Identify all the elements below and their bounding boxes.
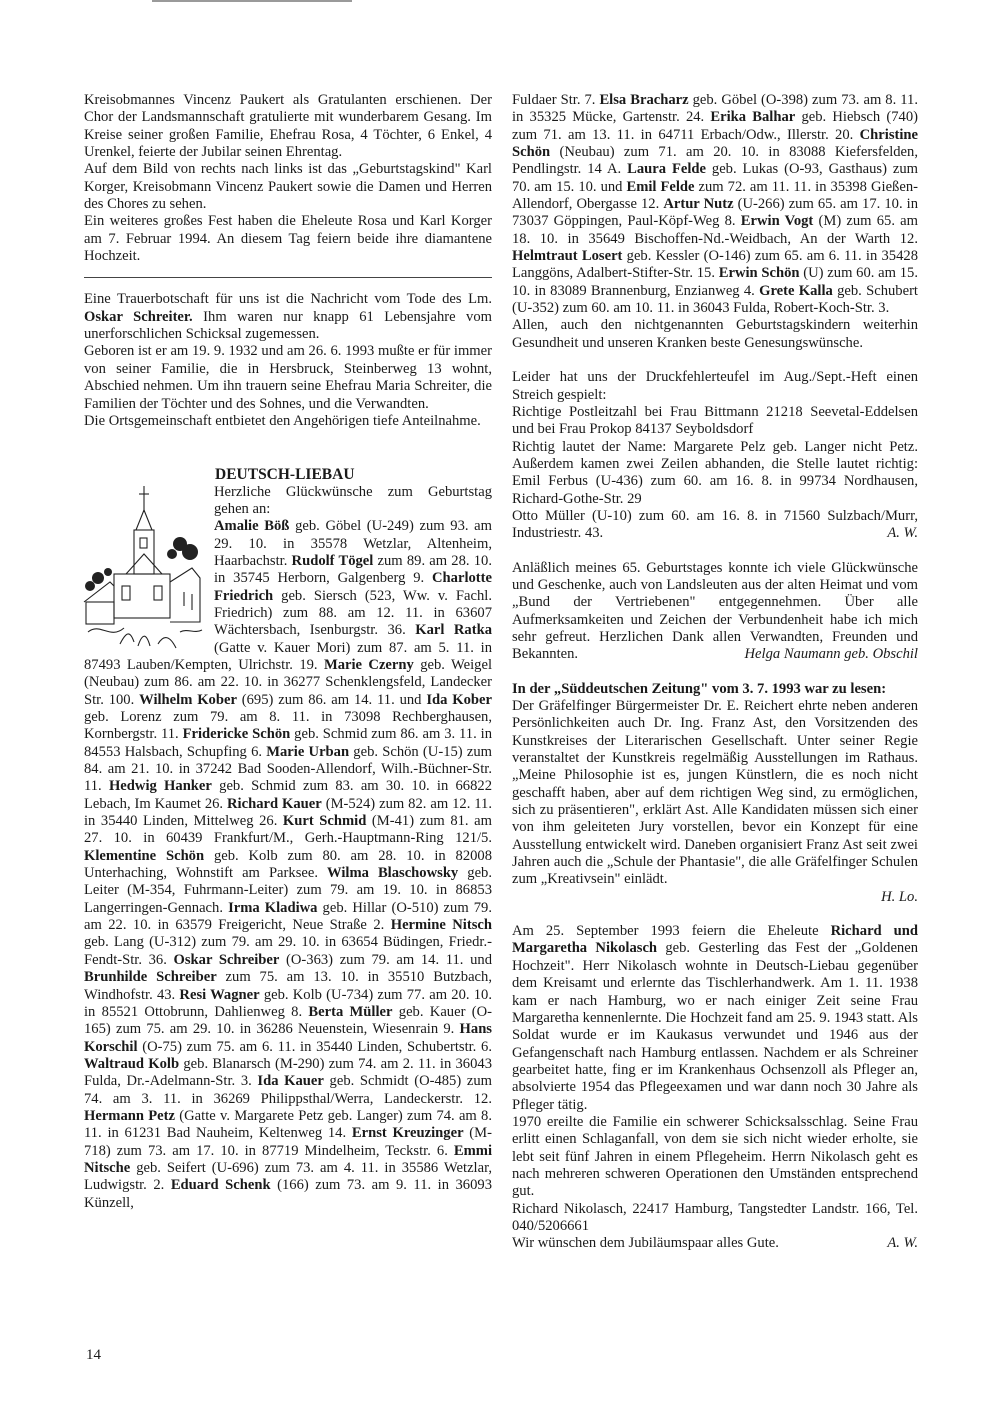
obituary-paragraph-1: [84, 291, 492, 343]
korger-paragraph-2: Auf dem Bild von rechts nach links ist das „Geburtstagskind" Karl Korger, Kreisobmann Vincenz Paukert sowie die Damen und Herren des Chores zu sehen.: [84, 161, 492, 213]
birthday-name: Amalie Böß: [214, 518, 290, 535]
thanks-paragraph: [512, 560, 918, 664]
birthday-details: (O-75) zum 75. am 6. 11. in 35440 Linden, Schubertstr. 6.: [137, 1038, 492, 1055]
birthday-details: geb. Schön (U-15) zum 84. am 21. 10. in 37242 Bad Sooden-Allendorf, Wilh.-Büchner-Str. 11.: [84, 743, 492, 795]
birthday-details: geb. Schmidt (O-485) zum 74. am 3. 11. in 36269 Philippsthal/Werra, Landeckerstr. 12.: [84, 1073, 492, 1107]
birthday-wishes: Allen, auch den nichtgenannten Geburtstagskindern weiterhin Gesundheit und unseren Kranken beste Genesungswünsche.: [512, 317, 918, 351]
wedding-closing: [512, 1235, 918, 1252]
birthday-name: Ida Kober: [426, 691, 492, 708]
birthday-name: Waltraud Kolb: [84, 1055, 180, 1072]
page-number: 14: [86, 1347, 101, 1363]
birthday-name: Marie Urban: [266, 743, 350, 760]
korger-paragraph-1: Kreisobmannes Vincenz Paukert als Gratulanten erschienen. Der Chor der Landsmannschaft gratulierte mit wunderbarem Gesang. Im Kreise seiner großen Familie, Ehefrau Rosa, 4 Töchter, 6 Enkel, 4 Urenkel, feierte der Jubilar seinen Ehrentag.: [84, 92, 492, 161]
birthday-name: Helmtraut Losert: [512, 248, 623, 265]
birthday-name: Ida Kauer: [257, 1073, 324, 1090]
sz-text: Der Gräfelfinger Bürgermeister Dr. E. Reichert ehrte neben anderen Persönlichkeiten auch Dr. Ing. Franz Ast, den Vorsitzenden des Kunstkreises der Literarischen Gesellschaft. Unter seiner Regie veranstaltet der Kunstkreis regelmäßig Ausstellungen im Rathaus. „Meine Philosophie ist es, jungen Künstlern, die es noch nicht geschafft haben, aber auf dem richtigen Weg sind, zu ermöglichen, sich zu präsentieren", erklärt Ast. Alle Kandidaten müssen sich einer von ihm geleiteten Jury vorstellen, bevor ein Konzept für eine Ausstellung entwickelt wird. Daneben organisiert Franz Ast seit zwei Jahren auch die „Schule der Phantasie", die alle Gräfelfinger Schulen zum „Kreativsein" einlädt.: [512, 698, 918, 888]
birthday-name: Kurt Schmid: [282, 813, 367, 830]
birthday-name: Hedwig Hanker: [108, 778, 212, 795]
wedding-couple-name: Richard und Margaretha Nikolasch: [512, 923, 918, 957]
birthday-details: (M-41) zum 81. am 27. 10. in 60439 Frankfurt/M., Gerh.-Hauptmann-Ring 121/5.: [84, 813, 492, 847]
spacer: [512, 352, 918, 369]
birthday-details: (U) zum 60. am 15. 10. in 83089 Brannenburg, Enzianweg 4.: [512, 265, 918, 299]
birthday-details: (U-266) zum 65. am 17. 10. in 73037 Göppingen, Paul-Köpf-Weg 8.: [512, 196, 918, 230]
birthday-details: (O-363) zum 79. am 14. 11. und: [279, 951, 492, 968]
birthday-details: geb. Kauer (O-165) zum 75. am 29. 10. in 36286 Neuenstein, Wiesenrain 9.: [84, 1003, 492, 1038]
birthday-details: zum 89. am 28. 10. in 35745 Herborn, Galgenberg 9.: [214, 552, 492, 587]
birthday-details: geb. Lang (U-312) zum 79. am 29. 10. in 63654 Büdingen, Friedr.-Fendt-Str. 36.: [84, 934, 492, 968]
birthday-name: Wilma Blaschowsky: [327, 865, 459, 882]
birthday-details: (Gatte v. Margarete Petz geb. Langer) zum 74. am 8. 11. in 61231 Bad Nauheim, Keltenweg 14.: [84, 1107, 493, 1142]
obituary-rest: Ihm waren nur knapp 61 Lebensjahre vom unerforschlichen Schicksal zugemessen.: [84, 308, 492, 343]
birthday-name: Christine Schön: [512, 126, 918, 161]
birthday-details: geb. Kessler (O-146) zum 65. am 6. 11. in 35428 Langgöns, Adalbert-Stifter-Str. 15.: [512, 248, 918, 282]
thanks-signature: Helga Naumann geb. Obschil: [744, 646, 918, 663]
section-heading-deutsch-liebau: DEUTSCH-LIEBAU: [215, 466, 355, 484]
wedding-paragraph-1: [512, 923, 918, 1114]
birthday-details: (Neubau) zum 71. am 20. 10. in 83088 Kiefersfelden, Pendlingstr. 14 A.: [512, 144, 918, 178]
birthday-details: geb. Blanarsch (M-290) zum 74. am 2. 11. in 36043 Fulda, Dr.-Adelmann-Str. 3.: [84, 1055, 492, 1090]
birthday-name: Richard Kauer: [227, 795, 322, 812]
birthday-name: Erika Balhar: [710, 109, 796, 126]
birthday-details: (M) zum 65. am 18. 10. in 35649 Bischoffen-Nd.-Weidbach, An der Warth 12.: [512, 213, 918, 247]
obituary-name: Oskar Schreiter.: [84, 308, 193, 325]
right-column: [512, 92, 918, 1253]
spacer: [512, 543, 918, 560]
obituary-paragraph-2: Geboren ist er am 19. 9. 1932 und am 26. 6. 1993 mußte er für immer von seiner Familie, die in Hersbruck, Steinberweg 13 wohnt, Abschied nehmen. Um ihn trauern seine Ehefrau Maria Schreiter, die Familien der Töchter und des Sohnes, und die Verwandten.: [84, 343, 492, 412]
birthday-details: geb. Hiebsch (740) zum 71. am 13. 11. in 64711 Erbach/Odw., Illerstr. 20.: [512, 109, 918, 143]
birthday-name: Ernst Kreuzinger: [351, 1125, 464, 1142]
birthday-details: geb. Weigel (Neubau) zum 86. am 22. 10. in 36277 Schenklengsfeld, Landecker Str. 100.: [84, 656, 493, 708]
birthday-name: Resi Wagner: [179, 986, 260, 1003]
birthday-name: Berta Müller: [308, 1003, 393, 1020]
church-sketch-illustration: [80, 482, 206, 650]
birthday-details: Fuldaer Str. 7.: [512, 92, 600, 108]
birthday-name: Laura Felde: [627, 161, 706, 178]
birthday-details: geb. Lorenz zum 79. am 8. 11. in 73098 Rechberghausen, Kornbergstr. 11.: [84, 709, 492, 743]
errata-paragraph-2: Richtige Postleitzahl bei Frau Bittmann 21218 Seevetal-Eddelsen und bei Frau Prokop 84137 Seyboldsdorf: [512, 403, 918, 438]
wedding-intro: Am 25. September 1993 feiern die Eheleute: [512, 923, 831, 940]
birthday-list-right: [512, 92, 918, 317]
birthday-name: Fridericke Schön: [182, 726, 291, 743]
birthday-details: geb. Schmid zum 83. am 30. 10. in 66822 Lebach, Im Kaumet 26.: [84, 778, 492, 812]
birthday-details: geb. Hillar (O-510) zum 79. am 22. 10. in 63579 Freigericht, Neue Straße 2.: [84, 899, 493, 934]
birthday-name: Artur Nutz: [663, 196, 734, 213]
birthday-name: Charlotte Friedrich: [214, 570, 492, 604]
birthday-details: (M-524) zum 82. am 12. 11. in 35440 Linden, Mittelweg 26.: [84, 795, 492, 830]
errata-otto-mueller: Otto Müller (U-10) zum 60. am 16. 8. in 71560 Sulzbach/Murr, Industriestr. 43.: [512, 507, 918, 542]
birthday-details: geb. Leiter (M-354, Fuhrmann-Leiter) zum 79. am 19. 10. in 86853 Langerringen-Gennach.: [84, 865, 492, 916]
section-divider: [84, 277, 492, 278]
birthday-name: Hermine Nitsch: [390, 917, 492, 934]
spacer: [512, 906, 918, 923]
korger-paragraph-3: Ein weiteres großes Fest haben die Eheleute Rosa und Karl Korger am 7. Februar 1994. An diesem Tag feiern beide ihre diamantene Hochzeit.: [84, 213, 492, 265]
errata-paragraph-4: [512, 508, 918, 543]
birthday-name: Marie Czerny: [323, 656, 414, 673]
errata-paragraph-3: Richtig lautet der Name: Margarete Pelz geb. Langer nicht Petz. Außerdem kamen zwei Zeilen abhanden, die Stelle lautet richtig: Emil Ferbus (U-436) zum 60. am 16. 8. in 99734 Nordhausen, Richard-Gothe-Str. 29: [512, 438, 918, 507]
obituary-paragraph-3: Die Ortsgemeinschaft entbietet den Angehörigen tiefe Anteilnahme.: [84, 412, 481, 429]
birthday-name: Hans Korschil: [84, 1021, 492, 1055]
spacer: [512, 664, 918, 681]
birthday-name: Eduard Schenk: [170, 1177, 271, 1194]
birthday-details: geb. Kolb (U-734) zum 77. am 20. 10. in 85521 Ottobrunn, Dahlienweg 8.: [84, 986, 492, 1020]
birthday-name: Hermann Petz: [84, 1107, 175, 1124]
birthday-details: (695) zum 86. am 14. 11. und: [236, 691, 427, 708]
thanks-text: Anläßlich meines 65. Geburtstages konnte ich viele Glückwünsche und Geschenke, auch von Landsleuten aus der alten Heimat und vom „Bund der Vertriebenen" entgegennehmen. Über alle Aufmerksamkeiten und Zeichen der Verbundenheit habe ich mich sehr gefreut. Herzlichen Dank allen Verwandten, Freunden und Bekannten.: [512, 559, 918, 663]
sz-signature: H. Lo.: [881, 888, 918, 905]
birthday-name: Emmi Nitsche: [84, 1142, 492, 1176]
birthday-name: Klementine Schön: [84, 847, 205, 864]
errata-paragraph-1: Leider hat uns der Druckfehlerteufel im Aug./Sept.-Heft einen Streich gespielt:: [512, 369, 918, 403]
wedding-story: geb. Gesterling das Fest der „Goldenen Hochzeit". Herr Nikolasch wohnte in Deutsch-Liebau gegenüber dem Kreisamt und erlernte das Tischlerhandwerk. Am 1. 11. 1938 kam er nach Hamburg, wo er nach einiger Zeit seine Frau Margaretha kennenlernte. Die Hochzeit fand am 25. 9. 1943 statt. Als Soldat wurde er im Kaukasus verwundet und 1946 aus der Gefangenschaft nach Hamburg entlassen. Nachdem er als Schreiner gearbeitet hatte, fing er im Krankenhaus Ochsenzoll als Pfleger an, absolvierte 1954 das Pflegeexamen und war dann noch 30 Jahre als Pfleger tätig.: [512, 940, 919, 1113]
birthday-name: Elsa Bracharz: [599, 92, 689, 108]
birthday-details: geb. Seifert (U-696) zum 73. am 4. 11. in 35586 Wetzlar, Ludwigstr. 2.: [84, 1159, 492, 1194]
birthday-name: Rudolf Tögel: [291, 552, 374, 569]
birthday-details: geb. Göbel (O-398) zum 73. am 8. 11. in 35325 Mücke, Gartenstr. 24.: [512, 92, 918, 126]
church-sketch-icon: [80, 482, 206, 650]
birthday-block: [84, 484, 492, 1212]
birthday-details: geb. Schubert (U-352) zum 60. am 10. 11. in 36043 Fulda, Robert-Koch-Str. 3.: [512, 282, 918, 317]
birthday-details: (Gatte v. Kauer Mori) zum 87. am 5. 11. in 87493 Lauben/Kempten, Ulrichstr. 19.: [84, 639, 492, 673]
sz-title-text: In der „Süddeutschen Zeitung" vom 3. 7. 1993 war zu lesen:: [512, 680, 887, 697]
top-rule: [152, 0, 352, 2]
wedding-closing-text: Wir wünschen dem Jubiläumspaar alles Gute.: [512, 1235, 779, 1252]
birthday-name: Oskar Schreiber: [173, 951, 280, 968]
birthday-intro: Herzliche Glückwünsche zum Geburtstag gehen an:: [214, 483, 492, 517]
left-column: [84, 92, 492, 1212]
wedding-address: Richard Nikolasch, 22417 Hamburg, Tangstedter Landstr. 166, Tel. 040/5206661: [512, 1200, 918, 1234]
birthday-details: geb. Schmid zum 86. am 3. 11. in 84553 Halsbach, Schupfing 6.: [84, 726, 492, 760]
birthday-details: zum 72. am 11. 11. in 35398 Gießen-Allendorf, Obergasse 12.: [512, 178, 918, 213]
birthday-details: geb. Kolb zum 80. am 28. 10. in 82008 Unterhaching, Wohnstift am Parksee.: [84, 847, 493, 882]
birthday-details: geb. Lukas (O-93, Gasthaus) zum 70. am 15. 10. und: [512, 161, 918, 195]
birthday-name: Erwin Schön: [718, 265, 800, 282]
birthday-details: zum 75. am 13. 10. in 35510 Butzbach, Windhofstr. 43.: [84, 969, 492, 1003]
birthday-name: Emil Felde: [626, 178, 695, 195]
birthday-details: geb. Siersch (523, Ww. v. Fachl. Friedrich) zum 88. am 12. 11. in 63607 Wächtersbach, Isenburgstr. 36.: [214, 587, 492, 639]
birthday-name: Karl Ratka: [415, 622, 492, 639]
birthday-details: (M-718) zum 73. am 17. 10. in 87719 Mindelheim, Teckstr. 6.: [84, 1125, 492, 1159]
obituary-intro: Eine Trauerbotschaft für uns ist die Nachricht vom Tode des Lm.: [84, 291, 492, 308]
wedding-paragraph-2: 1970 ereilte die Familie ein schwerer Schicksalsschlag. Seine Frau erlitt einen Schlaganfall, von dem sie sich nicht wieder erholte, sie lebt seit fünf Jahren in einem Pflegeheim. Herrn Nikolasch geht es nach mehreren schweren Operationen den Umständen entsprechend gut.: [512, 1113, 918, 1200]
sz-title: [512, 681, 918, 698]
birthday-name: Erwin Vogt: [740, 213, 814, 230]
birthday-name: Wilhelm Kober: [139, 691, 237, 708]
birthday-name: Irma Kladiwa: [228, 899, 318, 916]
birthday-details: geb. Göbel (U-249) zum 93. am 29. 10. in 35578 Wetzlar, Altenheim, Haarbachstr.: [214, 518, 493, 569]
birthday-name: Brunhilde Schreiber: [84, 969, 217, 986]
wedding-signature: A. W.: [887, 1235, 918, 1252]
birthday-name: Grete Kalla: [759, 282, 833, 299]
birthday-details: (166) zum 73. am 9. 11. in 36093 Künzell,: [84, 1177, 492, 1211]
errata-signature: A. W.: [887, 525, 918, 542]
